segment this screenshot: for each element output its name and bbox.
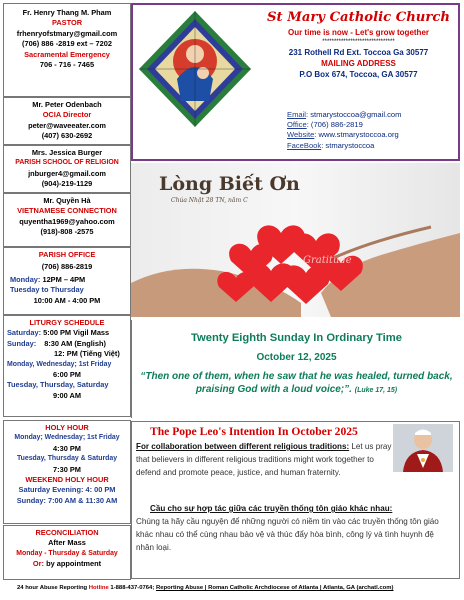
liturgy-sat-time: 5:00 PM Vigil Mass [43,328,110,338]
banner-title: Lòng Biết Ơn [159,173,300,195]
liturgy-sun-time1: 8:30 AM (English) [44,338,106,348]
office-title: PARISH OFFICE [38,250,96,259]
holy-hour-mw-time: 4:30 PM [53,443,81,453]
mailing-title: MAILING ADDRESS [321,59,396,68]
intention-heading-vi: Cầu cho sự hợp tác giữa các truyền thống tôn giáo khác nhau: [150,504,393,513]
contact-email[interactable] [287,110,401,120]
office-line1-time: 12PM – 4PM [42,274,86,284]
footer-hotline-label: Hotline [88,585,109,591]
weekend-sun: Sunday: 7:00 AM & 11:30 AM [16,495,118,505]
facebook-value: : stmarystoccoa [321,140,375,150]
sunday-ref: (Luke 17, 15) [354,387,398,395]
sunday-date: October 12, 2025 [256,352,337,363]
reconciliation-days: Monday - Thursday & Saturday [16,549,118,557]
ocia-box [3,97,131,145]
holy-hour-tts-time: 7:30 PM [53,464,81,474]
reconciliation-title: RECONCILIATION [35,528,99,537]
reconciliation-appt-text: by appointment [46,559,102,569]
office-label: Office [287,120,307,130]
header-box [131,3,460,161]
banner-subtitle: Chúa Nhật 28 TN, năm C [171,197,248,204]
office-line1 [4,275,130,285]
ocia-name: Mr. Peter Odenbach [32,100,102,109]
banner-watermark: Gratitude [303,255,352,266]
liturgy-sat [4,328,130,338]
intention-english [136,440,392,479]
holy-hour-box [3,420,131,524]
liturgy-box [3,315,131,417]
religion-title: PARISH SCHOOL OF RELIGION [15,159,119,167]
reconciliation-appt [4,559,130,569]
madonna-window-icon [137,9,253,129]
religion-box [3,145,131,193]
office-box [3,247,131,315]
religion-phone: (904)-219-1129 [41,179,93,189]
facebook-label: FaceBook [287,140,322,150]
email-label: Email [287,110,306,119]
pope-portrait-icon [393,424,453,472]
intention-heading-en: For collaboration between different religious traditions: [136,442,350,451]
contact-office[interactable] [287,120,401,130]
office-line2-time: 10:00 AM - 4:00 PM [33,295,101,305]
intention-body-en: Let us pray that believers in different religious traditions might work together to defend and promote peace, justice, and human fraternity. [136,442,392,477]
liturgy-mwf-day: Monday, Wednesday; 1st Friday [7,360,112,368]
footer-prefix: 24 hour Abuse Reporting [17,585,88,591]
ocia-phone: (407) 630-2692 [41,131,93,141]
intention-vietnamese [136,502,454,554]
pastor-email[interactable]: frhenryofstmary@gmail.com [16,28,118,38]
mailing-address: P.O Box 674, Toccoa, GA 30577 [299,70,418,79]
church-stars: ******************************* [322,39,395,45]
liturgy-mwf-time: 6:00 PM [53,370,81,380]
pastor-name: Fr. Henry Thang M. Pham [22,8,112,17]
reconciliation-after: After Mass [48,538,86,548]
contact-facebook[interactable] [287,141,401,151]
weekend-holy-hour-title: WEEKEND HOLY HOUR [25,475,109,485]
holy-hour-mw-day: Monday; Wednesday; 1st Friday [14,434,120,442]
vietnamese-name: Mr. Quyền Hà [43,196,91,205]
footer [3,584,461,593]
liturgy-sun-day: Sunday: [7,338,37,348]
emergency-phone: 706 - 716 - 7465 [39,60,95,70]
contact-list [287,110,401,151]
church-logo [137,9,253,129]
ocia-email[interactable]: peter@waveeater.com [28,120,106,130]
religion-email[interactable]: jnburger4@gmail.com [28,168,106,178]
church-motto: Our time is now - Let's grow together [287,28,430,37]
vietnamese-title: VIETNAMESE CONNECTION [17,206,117,216]
vietnamese-box [3,193,131,247]
office-line2-day: Tuesday to Thursday [10,285,84,295]
liturgy-sun-time2: 12: PM (Tiếng Việt) [54,349,120,359]
pastor-box [3,3,131,97]
reconciliation-appt-prefix: Or: [32,559,44,569]
reconciliation-box [3,525,131,580]
intention-title: The Pope Leo's Intention In October 2025 [150,425,358,438]
liturgy-tts-day: Tuesday, Thursday, Saturday [7,380,109,390]
contact-website[interactable] [287,130,401,140]
ocia-title: OCIA Director [42,110,92,120]
emergency-title: Sacramental Emergency [24,49,110,59]
religion-name: Mrs. Jessica Burger [31,148,103,157]
liturgy-sun [4,339,130,349]
sunday-quote-wrap [136,370,457,397]
vietnamese-email[interactable]: quyentha1969@yahoo.com [19,216,115,226]
pope-photo [393,424,453,472]
church-info [261,9,456,80]
church-address: 231 Rothell Rd Ext. Toccoa Ga 30577 [288,48,429,57]
pastor-title: PASTOR [51,18,83,28]
office-phone: (706) 886-2819 [41,262,93,272]
email-value: : stmarystoccoa@gmail.com [306,110,402,119]
liturgy-tts-time: 9:00 AM [52,390,82,400]
gratitude-banner [131,163,460,317]
vietnamese-phone: (918)-808 -2575 [40,227,94,237]
office-line1-day: Monday: [10,274,41,284]
intention-body-vi: Chúng ta hãy cầu nguyện để những người có niềm tin vào các truyền thống tôn giáo khác nhau có thể cùng nhau bảo vệ và thúc đẩy hòa bình, công lý và tình huynh đệ nhân loại. [136,517,439,552]
pastor-phone: (706) 886 -2819 ext – 7202 [22,39,112,49]
footer-reporting-link[interactable]: Reporting Abuse | Roman Catholic Archdiocese of Atlanta | Atlanta, GA (archatl.com) [155,585,394,591]
website-value: : www.stmarystoccoa.org [314,130,399,140]
sunday-box [131,320,461,418]
holy-hour-title: HOLY HOUR [45,423,89,432]
website-label: Website [287,130,315,140]
liturgy-sat-day: Saturday: [7,328,42,338]
weekend-sat: Saturday Evening: 4: 00 PM [18,485,116,495]
sunday-title: Twenty Eighth Sunday In Ordinary Time [191,332,402,344]
liturgy-title: LITURGY SCHEDULE [29,318,105,327]
church-name: St Mary Catholic Church [267,10,450,25]
intention-box [131,421,460,579]
footer-hotline: 1-888-437-0764; [110,585,155,591]
holy-hour-tts-day: Tuesday, Thursday & Saturday [16,455,118,463]
sunday-quote: “Then one of them, when he saw that he was healed, turned back, praising God with a loud voice;”. [140,371,453,396]
office-value: : (706) 886-2819 [306,120,363,130]
